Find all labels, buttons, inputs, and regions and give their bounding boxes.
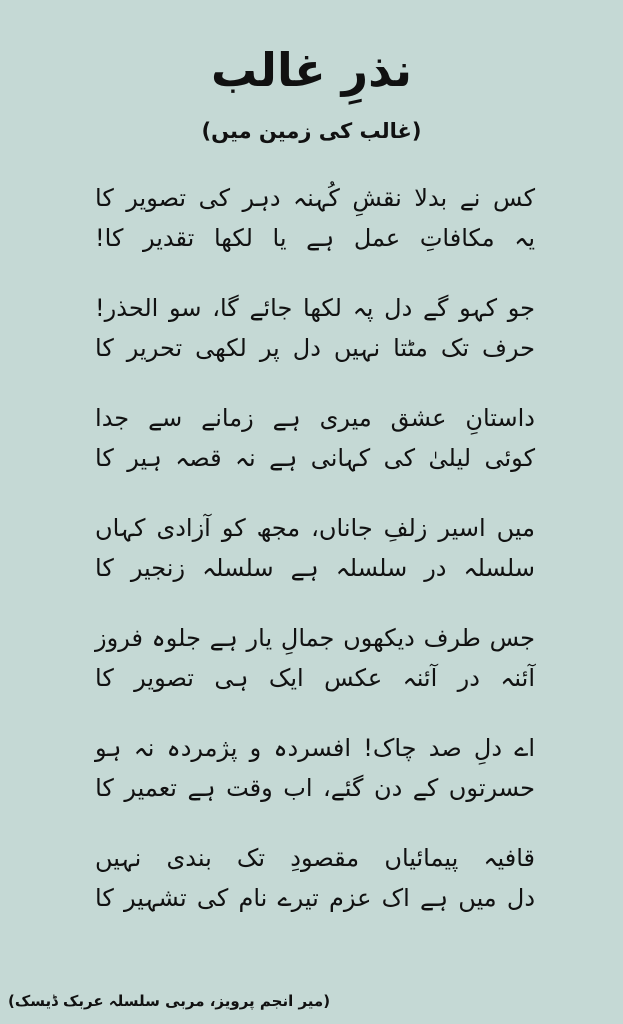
verse-word: مکافاتِ — [419, 224, 495, 252]
verse-word: کا! — [95, 224, 124, 252]
verse-word: اک — [381, 884, 410, 912]
verse-word: یا — [272, 224, 287, 252]
stanza — [95, 618, 535, 698]
verse-word: آئنہ — [500, 664, 535, 692]
verse-word: بدلا — [414, 184, 448, 212]
verse-word: کہاں — [95, 514, 146, 542]
verse-word: سلسلہ — [335, 554, 408, 582]
verse-word: جس — [489, 624, 535, 652]
verse-word: زنجیر — [130, 554, 186, 582]
verse-word: سے — [148, 404, 183, 432]
verse-word: تشہیر — [124, 884, 187, 912]
verse-word: نقشِ — [352, 184, 402, 212]
stanza — [95, 178, 535, 258]
verse-word: لکھا — [213, 224, 253, 252]
verse-word: الحذر! — [95, 294, 159, 322]
verse-word: کا — [95, 664, 114, 692]
verse-word: دلِ — [473, 734, 503, 762]
verse-word: حرف — [482, 334, 535, 362]
verse-word: افسردہ — [273, 734, 352, 762]
verse-word: یار — [246, 624, 273, 652]
verse-word: وقت — [226, 774, 273, 802]
verse-word: فروز — [95, 624, 143, 652]
verse-word: کی — [383, 444, 416, 472]
verse-word: دیکھوں — [343, 624, 415, 652]
verse-word: نام — [238, 884, 268, 912]
verse-word: ہے — [269, 444, 298, 472]
verse-word: نہ — [234, 444, 256, 472]
verse-word: تعمیر — [124, 774, 177, 802]
verse-line — [95, 218, 535, 258]
verse-word: تک — [440, 334, 470, 362]
verse-word: ہے — [209, 624, 238, 652]
verse-word: طرف — [423, 624, 481, 652]
poem-title: نذرِ غالب — [210, 43, 412, 97]
verse-word: کی — [198, 184, 231, 212]
verse-word: پژمردہ — [166, 734, 238, 762]
verse-word: نہ — [133, 734, 155, 762]
verse-word: ہے — [187, 774, 216, 802]
verse-word: مٹتا — [393, 334, 428, 362]
verse-word: لکھی — [195, 334, 247, 362]
verse-word: قصہ — [175, 444, 222, 472]
verse-line — [95, 328, 535, 368]
verse-word: صد — [428, 734, 462, 762]
verse-word: گا، — [212, 294, 239, 322]
author-credit: (میر انجم پرویز، مربی سلسلہ عربک ڈیسک) — [8, 992, 331, 1010]
verse-word: و — [249, 734, 262, 762]
verse-word: پہ — [352, 294, 374, 322]
verse-word: دن — [373, 774, 403, 802]
verse-line — [95, 288, 535, 328]
poem-subtitle: (غالب کی زمین میں) — [201, 119, 422, 143]
verse-word: عزم — [328, 884, 372, 912]
verse-word: ہو — [95, 734, 122, 762]
verse-word: عشق — [390, 404, 447, 432]
verse-word: نے — [459, 184, 481, 212]
verse-word: دل — [292, 334, 321, 362]
verse-word: نہیں — [95, 844, 142, 872]
verse-line — [95, 728, 535, 768]
verse-line — [95, 178, 535, 218]
verse-word: تصویر — [134, 664, 194, 692]
verse-word: نہیں — [333, 334, 381, 362]
poem-body — [95, 178, 535, 948]
verse-word: ہے — [306, 224, 335, 252]
verse-word: مجھ — [256, 514, 301, 542]
verse-word: پیمائیاں — [384, 844, 459, 872]
verse-word: قافیہ — [483, 844, 535, 872]
verse-word: چاک! — [363, 734, 417, 762]
verse-word: جدا — [95, 404, 130, 432]
verse-word: تیرے — [277, 884, 319, 912]
verse-word: ہے — [419, 884, 449, 912]
verse-word: کُہنہ — [293, 184, 340, 212]
verse-word: میں — [496, 514, 535, 542]
stanza — [95, 508, 535, 588]
verse-word: کے — [412, 774, 439, 802]
verse-word: در — [457, 664, 480, 692]
verse-word: میں — [458, 884, 497, 912]
verse-word: دل — [384, 294, 413, 322]
verse-word: بندی — [166, 844, 212, 872]
verse-word: تک — [236, 844, 266, 872]
verse-word: کو — [221, 514, 246, 542]
verse-word: کی — [196, 884, 229, 912]
verse-word: جو — [507, 294, 535, 322]
verse-word: سلسلہ — [463, 554, 535, 582]
stanza — [95, 728, 535, 808]
verse-word: کا — [95, 554, 114, 582]
verse-word: عمل — [353, 224, 401, 252]
verse-word: تقدیر — [142, 224, 195, 252]
verse-word: یہ — [514, 224, 535, 252]
verse-word: ہی — [214, 664, 249, 692]
stanza — [95, 838, 535, 918]
verse-word: داستانِ — [465, 404, 535, 432]
verse-word: کا — [95, 774, 114, 802]
verse-word: عکس — [324, 664, 383, 692]
verse-word: دہر — [242, 184, 281, 212]
verse-line — [95, 768, 535, 808]
verse-word: گے — [422, 294, 449, 322]
verse-word: کہو — [459, 294, 498, 322]
verse-word: جاناں، — [311, 514, 373, 542]
verse-word: تصویر — [126, 184, 187, 212]
verse-word: لیلیٰ — [428, 444, 472, 472]
verse-word: ہے — [290, 554, 319, 582]
stanza — [95, 288, 535, 368]
verse-word: ہیر — [127, 444, 162, 472]
verse-word: لکھا — [303, 294, 342, 322]
verse-word: جمالِ — [280, 624, 335, 652]
verse-word: تحریر — [126, 334, 183, 362]
verse-word: جلوہ — [151, 624, 201, 652]
verse-line — [95, 618, 535, 658]
verse-word: کس — [492, 184, 535, 212]
verse-word: آئنہ — [402, 664, 438, 692]
verse-word: ایک — [268, 664, 304, 692]
verse-line — [95, 878, 535, 918]
verse-line — [95, 438, 535, 478]
verse-line — [95, 838, 535, 878]
verse-line — [95, 548, 535, 588]
verse-word: اب — [283, 774, 313, 802]
verse-word: گئے، — [323, 774, 364, 802]
verse-word: ہے — [272, 404, 301, 432]
verse-word: زلفِ — [383, 514, 428, 542]
verse-word: سو — [169, 294, 202, 322]
verse-word: در — [424, 554, 447, 582]
verse-line — [95, 508, 535, 548]
verse-word: سلسلہ — [202, 554, 274, 582]
verse-word: کا — [95, 444, 114, 472]
verse-word: کوئی — [484, 444, 535, 472]
verse-word: میری — [319, 404, 372, 432]
verse-word: آزادی — [156, 514, 211, 542]
verse-word: اسیر — [438, 514, 486, 542]
stanza — [95, 398, 535, 478]
verse-word: مقصودِ — [290, 844, 360, 872]
verse-word: کا — [95, 884, 114, 912]
verse-line — [95, 398, 535, 438]
verse-word: زمانے — [201, 404, 254, 432]
verse-word: جائے — [249, 294, 293, 322]
verse-word: پر — [259, 334, 280, 362]
verse-word: حسرتوں — [448, 774, 535, 802]
verse-word: کا — [95, 334, 114, 362]
verse-word: کہانی — [310, 444, 371, 472]
verse-word: کا — [95, 184, 114, 212]
verse-line — [95, 658, 535, 698]
verse-word: اے — [514, 734, 535, 762]
verse-word: دل — [506, 884, 535, 912]
